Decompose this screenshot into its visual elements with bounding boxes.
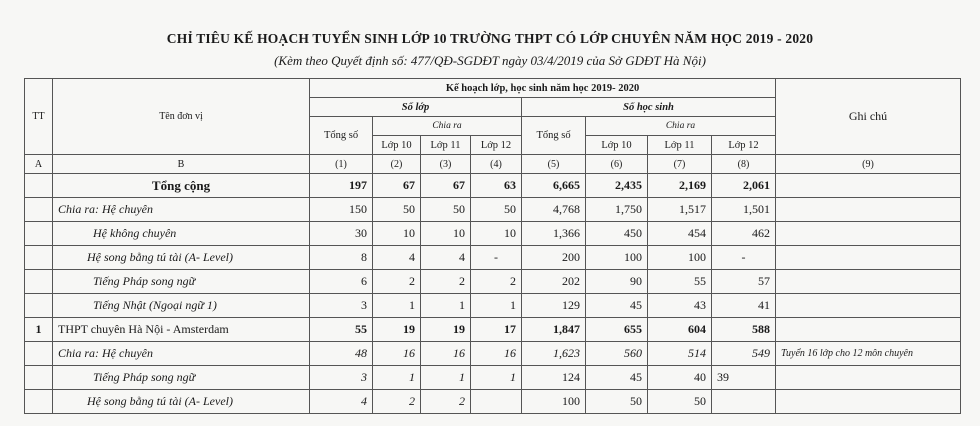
row-value: 1,366 — [522, 222, 586, 246]
col-students-total-header: Tổng số — [522, 117, 586, 155]
col-students-g10-header: Lớp 10 — [586, 136, 648, 155]
index-cell: (4) — [471, 155, 522, 174]
header-row-1 — [25, 79, 961, 98]
index-cell: (5) — [522, 155, 586, 174]
row-value: 129 — [522, 294, 586, 318]
row-value: 202 — [522, 270, 586, 294]
row-value: 90 — [586, 270, 648, 294]
row-value: 514 — [648, 342, 712, 366]
row-value: 1,750 — [586, 198, 648, 222]
row-value: 1 — [471, 294, 522, 318]
row-value: 4 — [421, 246, 471, 270]
row-value: 50 — [648, 390, 712, 414]
row-value: 1,847 — [522, 318, 586, 342]
row-value: 2 — [471, 270, 522, 294]
table-row — [25, 222, 961, 246]
row-value: 1,517 — [648, 198, 712, 222]
row-value: 16 — [421, 342, 471, 366]
row-note — [776, 222, 961, 246]
row-value: 2 — [373, 390, 421, 414]
row-value: 604 — [648, 318, 712, 342]
document-subtitle: (Kèm theo Quyết định số: 477/QĐ-SGDĐT ngày 03/4/2019 của Sở GDĐT Hà Nội) — [274, 53, 706, 68]
row-name: Hệ không chuyên — [53, 222, 310, 246]
row-value: 1,501 — [712, 198, 776, 222]
col-note-header: Ghi chú — [776, 79, 961, 155]
table-row — [25, 270, 961, 294]
row-value: 450 — [586, 222, 648, 246]
row-value: 10 — [373, 222, 421, 246]
row-tt — [25, 366, 53, 390]
row-value: 40 — [648, 366, 712, 390]
row-value: 454 — [648, 222, 712, 246]
row-value: 4,768 — [522, 198, 586, 222]
row-value: 100 — [586, 246, 648, 270]
row-value — [471, 390, 522, 414]
row-note — [776, 270, 961, 294]
col-classes-g12-header: Lớp 12 — [471, 136, 522, 155]
row-value: 2,061 — [712, 174, 776, 198]
row-value: 17 — [471, 318, 522, 342]
row-value: 10 — [421, 222, 471, 246]
col-classes-g11-header: Lớp 11 — [421, 136, 471, 155]
row-value: 16 — [471, 342, 522, 366]
row-value: - — [471, 246, 522, 270]
row-value: 1 — [471, 366, 522, 390]
row-name: Tiếng Pháp song ngữ — [53, 270, 310, 294]
row-value: 45 — [586, 366, 648, 390]
row-value: 588 — [712, 318, 776, 342]
row-name: Tổng cộng — [53, 174, 310, 198]
row-value: 3 — [310, 294, 373, 318]
row-value: 4 — [310, 390, 373, 414]
table-row — [25, 246, 961, 270]
document-title: CHỈ TIÊU KẾ HOẠCH TUYỂN SINH LỚP 10 TRƯỜNG THPT CÓ LỚP CHUYÊN NĂM HỌC 2019 - 2020 — [166, 31, 814, 46]
enrollment-table — [24, 78, 961, 414]
row-tt — [25, 222, 53, 246]
row-note: Tuyển 16 lớp cho 12 môn chuyên — [776, 342, 961, 366]
row-value: 48 — [310, 342, 373, 366]
row-value: 150 — [310, 198, 373, 222]
row-value: 10 — [471, 222, 522, 246]
row-tt — [25, 390, 53, 414]
row-value: 2 — [421, 390, 471, 414]
row-value: 50 — [373, 198, 421, 222]
row-value: 50 — [421, 198, 471, 222]
row-value: 549 — [712, 342, 776, 366]
table-row — [25, 198, 961, 222]
row-note — [776, 198, 961, 222]
col-classes-g10-header: Lớp 10 — [373, 136, 421, 155]
table-row-total — [25, 174, 961, 198]
row-value: 8 — [310, 246, 373, 270]
index-cell: A — [25, 155, 53, 174]
table-row — [25, 294, 961, 318]
row-tt — [25, 174, 53, 198]
col-plan-header: Kế hoạch lớp, học sinh năm học 2019- 2020 — [310, 79, 776, 98]
row-value: 4 — [373, 246, 421, 270]
row-value: 655 — [586, 318, 648, 342]
row-value: 67 — [421, 174, 471, 198]
row-name: Tiếng Nhật (Ngoại ngữ 1) — [53, 294, 310, 318]
row-value: 19 — [373, 318, 421, 342]
table-row-school — [25, 318, 961, 342]
row-value: 200 — [522, 246, 586, 270]
row-value: 2 — [421, 270, 471, 294]
col-students-g11-header: Lớp 11 — [648, 136, 712, 155]
row-name: Hệ song bằng tú tài (A- Level) — [53, 390, 310, 414]
row-value: 50 — [586, 390, 648, 414]
row-note — [776, 246, 961, 270]
row-value: 41 — [712, 294, 776, 318]
row-value: 39 — [712, 366, 776, 390]
index-row — [25, 155, 961, 174]
row-name: THPT chuyên Hà Nội - Amsterdam — [53, 318, 310, 342]
col-unit-header: Tên đơn vị — [53, 79, 310, 155]
index-cell: (8) — [712, 155, 776, 174]
row-value: 462 — [712, 222, 776, 246]
table-row — [25, 390, 961, 414]
row-value: 197 — [310, 174, 373, 198]
row-value: 100 — [522, 390, 586, 414]
row-note — [776, 294, 961, 318]
row-value: 124 — [522, 366, 586, 390]
row-tt — [25, 198, 53, 222]
col-classes-split-header: Chia ra — [373, 117, 522, 136]
row-value: 30 — [310, 222, 373, 246]
row-value: 2,435 — [586, 174, 648, 198]
col-students-g12-header: Lớp 12 — [712, 136, 776, 155]
row-note — [776, 390, 961, 414]
row-note — [776, 174, 961, 198]
table-row — [25, 366, 961, 390]
index-cell: (6) — [586, 155, 648, 174]
row-value: 55 — [310, 318, 373, 342]
row-tt — [25, 294, 53, 318]
row-value: 19 — [421, 318, 471, 342]
col-tt-header: TT — [25, 79, 53, 155]
table-row — [25, 342, 961, 366]
row-value: 63 — [471, 174, 522, 198]
row-value: 50 — [471, 198, 522, 222]
row-value: 100 — [648, 246, 712, 270]
row-value: 16 — [373, 342, 421, 366]
col-classes-header: Số lớp — [310, 98, 522, 117]
row-value: 1 — [373, 294, 421, 318]
row-value: 55 — [648, 270, 712, 294]
row-value: 67 — [373, 174, 421, 198]
row-name: Tiếng Pháp song ngữ — [53, 366, 310, 390]
row-name: Chia ra: Hệ chuyên — [53, 342, 310, 366]
index-cell: (1) — [310, 155, 373, 174]
col-classes-total-header: Tổng số — [310, 117, 373, 155]
row-value: 6 — [310, 270, 373, 294]
row-value: 1 — [421, 294, 471, 318]
row-value: - — [712, 246, 776, 270]
index-cell: (7) — [648, 155, 712, 174]
row-value: 560 — [586, 342, 648, 366]
row-value: 1 — [373, 366, 421, 390]
row-value: 43 — [648, 294, 712, 318]
row-tt — [25, 270, 53, 294]
row-value: 57 — [712, 270, 776, 294]
row-tt: 1 — [25, 318, 53, 342]
col-students-split-header: Chia ra — [586, 117, 776, 136]
index-cell: (9) — [776, 155, 961, 174]
row-note — [776, 366, 961, 390]
row-value: 1 — [421, 366, 471, 390]
row-value: 3 — [310, 366, 373, 390]
index-cell: (2) — [373, 155, 421, 174]
row-value: 2,169 — [648, 174, 712, 198]
row-note — [776, 318, 961, 342]
col-students-header: Số học sinh — [522, 98, 776, 117]
row-value — [712, 390, 776, 414]
row-value: 1,623 — [522, 342, 586, 366]
row-name: Chia ra: Hệ chuyên — [53, 198, 310, 222]
row-tt — [25, 246, 53, 270]
row-name: Hệ song bằng tú tài (A- Level) — [53, 246, 310, 270]
row-value: 45 — [586, 294, 648, 318]
index-cell: (3) — [421, 155, 471, 174]
row-tt — [25, 342, 53, 366]
row-value: 6,665 — [522, 174, 586, 198]
row-value: 2 — [373, 270, 421, 294]
index-cell: B — [53, 155, 310, 174]
